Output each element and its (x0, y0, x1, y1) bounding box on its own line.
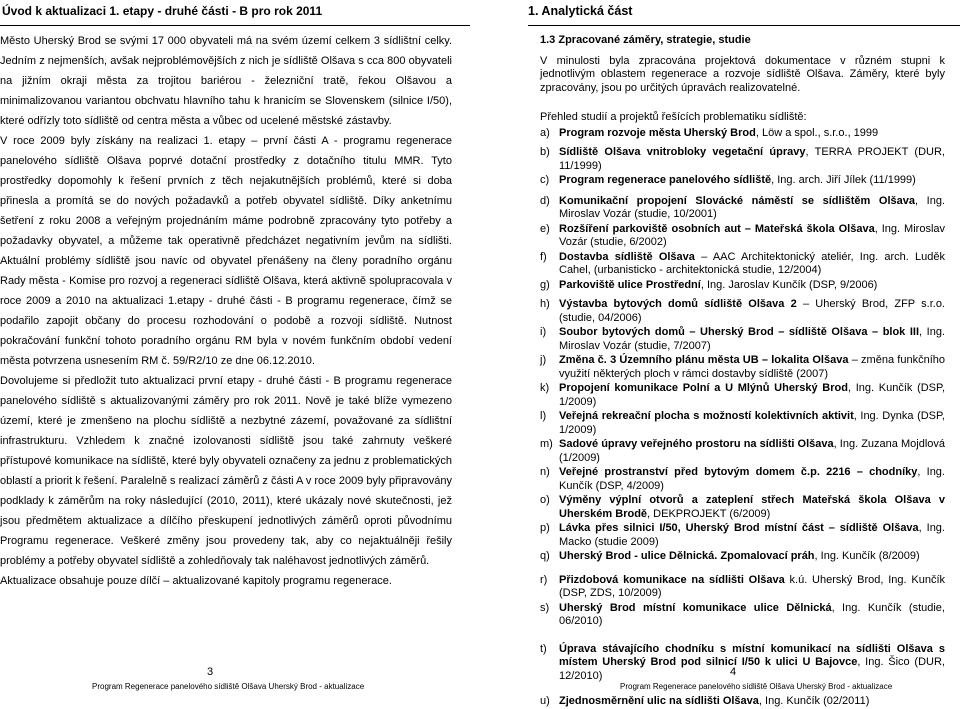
list-item-detail: – Uherský Brod, ZFP s.r.o. (studie, 04/2006) (559, 298, 945, 324)
list-item (540, 195, 945, 222)
list-item-title: Rozšíření parkoviště osobních aut – Mateřská škola Olšava (559, 222, 875, 235)
list-item-detail: , Ing. Kunčík (studie, 06/2010) (559, 601, 945, 627)
list-item-text (559, 326, 945, 353)
list-item-text (559, 382, 945, 409)
list-item-detail: , Ing. Kunčík (DSP, 4/2009) (559, 466, 945, 492)
list-item-text (559, 643, 945, 684)
list-item (540, 574, 945, 601)
list-item-title: Sadové úpravy veřejného prostoru na sídlišti Olšava (559, 438, 834, 450)
list-item-letter: q) (540, 550, 550, 562)
list-item-text (559, 146, 945, 173)
list-item-detail: , Ing. Dynka (DSP, 1/2009) (559, 410, 945, 436)
list-item (540, 174, 945, 188)
list-item-text (559, 354, 945, 381)
studies-list (540, 127, 945, 709)
list-item-title: Komunikační propojení Slovácké náměstí se sídlištěm Olšava (559, 194, 915, 207)
right-page (480, 0, 960, 707)
list-item-detail: , Ing. Miroslav Vozár (studie, 6/2002) (559, 222, 946, 248)
list-item-letter: m) (540, 438, 553, 450)
list-item-title: Uherský Brod místní komunikace ulice Dělnická (559, 601, 832, 614)
list-item-letter: l) (540, 410, 547, 422)
list-item-text (559, 602, 945, 629)
list-item-detail: , Ing. Kunčík (8/2009) (814, 550, 920, 562)
footer-left: Program Regenerace panelového sídliště Olšava Uherský Brod - aktualizace (92, 682, 365, 691)
list-item (540, 602, 945, 629)
list-item-letter: u) (540, 695, 550, 707)
list-item-letter: r) (540, 573, 548, 586)
paragraph-3: Dovolujeme si předložit tuto aktualizaci první etapy - druhé části - B programu regenerace panelového sídliště s aktualizovanými záměry pro rok 2011. Nově je také blíže vymezeno území, které je zmenšeno na plochu sídliště a nezbytné zázemí, považované za sídlištní infrastrukturu. Vzhledem k značné izolovanosti sídliště jsou také zahrnuty veškeré přístupové komunikace na sídliště, které byly obyvateli označeny za jednu z problematických oblastí a priorit k řešení. Paralelně s realizací záměrů z části A v roce 2009 byly připravovány podklady k záměrům na roky následující (2010, 2011), které ukázaly nové skutečnosti, jež jsou předmětem aktualizace a dílčího přeskupení jednotlivých záměrů oproti původnímu Programu regenerace. Veškeré změny jsou provedeny tak, aby co nejaktuálněji řešily problémy a potřeby obyvatel sídliště a zohledňovaly tak naléhavost jednotlivých záměrů. (0, 375, 452, 567)
list-item-letter: d) (540, 194, 550, 207)
list-item-title: Změna č. 3 Územního plánu města UB – lokalita Olšava (559, 354, 849, 366)
page-number-right: 4 (730, 666, 737, 678)
list-item (540, 223, 945, 250)
list-item-title: Parkoviště ulice Prostřední (559, 278, 701, 291)
list-item (540, 466, 945, 493)
list-item (540, 410, 945, 437)
list-item-letter: p) (540, 522, 550, 534)
list-item-detail: , Ing. Kunčík (02/2011) (758, 695, 870, 707)
right-page-body (540, 34, 945, 709)
page-number-left: 3 (207, 666, 214, 678)
list-item-title: Uherský Brod - ulice Dělnická. Zpomalovací práh (559, 550, 815, 562)
list-item-detail: , Ing. Kunčík (DSP, 1/2009) (559, 382, 945, 408)
list-item (540, 251, 945, 278)
list-item-title: Program regenerace panelového sídliště (559, 174, 772, 186)
list-item-title: Úprava stávajícího chodníku s místní komunikací na sídlišti Olšava s místem Uherský Brod pod silnicí I/50 k ulici U Bajovce (559, 642, 945, 668)
list-item-detail: , Ing. Macko (studie 2009) (559, 522, 945, 548)
list-item-title: Výstavba bytových domů sídliště Olšava 2 (559, 298, 797, 310)
list-item-detail: , Ing. Miroslav Vozár (studie, 10/2001) (559, 194, 945, 220)
list-item-title: Veřejné prostranství před bytovým domem č.p. 2216 – chodníky (559, 466, 918, 478)
list-item-letter: k) (540, 382, 550, 394)
list-intro: Přehled studií a projektů řešících problematiku sídliště: (540, 111, 807, 123)
list-item-detail: k.ú. Uherský Brod, Ing. Kunčík (DSP, ZDS, 10/2009) (559, 573, 946, 599)
list-item-letter: c) (540, 174, 550, 186)
paragraph-1: Město Uherský Brod se svými 17 000 obyvateli má na svém území celkem 3 sídlištní celky. Jedním z nejmenších, avšak nejproblémovějších z nich je sídliště Olšava s cca 800 obyvateli na jižním okraji města za trojitou bariérou - železniční tratě, řekou Olšavou a minimalizovanou variantou obchvatu hlavního tahu k hranicím se Slovenskem (silnice I/50), které odřízly toto sídliště od centra města a vůbec od ucelené městské zástavby. (0, 35, 452, 127)
list-item (540, 550, 945, 564)
list-item-letter: j) (540, 354, 547, 366)
list-item-text (559, 438, 945, 465)
list-item-detail: , TERRA PROJEKT (DUR, 11/1999) (559, 146, 945, 172)
list-item-text (559, 127, 945, 141)
list-item-detail: , Ing. Šico (DUR, 12/2010) (559, 656, 945, 682)
list-item-letter: h) (540, 298, 550, 310)
section-title: 1.3 Zpracované záměry, strategie, studie (540, 34, 751, 46)
list-item-text (559, 574, 945, 601)
list-item (540, 522, 945, 549)
list-item (540, 382, 945, 409)
footer-right: Program Regenerace panelového sídliště Olšava Uherský Brod - aktualizace (620, 682, 893, 691)
list-item-letter: i) (540, 326, 547, 338)
list-item-detail: , Ing. arch. Jiří Jílek (11/1999) (771, 174, 916, 186)
left-page-header: Úvod k aktualizaci 1. etapy - druhé části - B pro rok 2011 (0, 3, 470, 26)
list-item-detail: , Ing. Jaroslav Kunčík (DSP, 9/2006) (700, 278, 878, 291)
list-item-text (559, 522, 945, 549)
list-item-title: Lávka přes silnici I/50, Uherský Brod místní část – sídliště Olšava (559, 522, 919, 534)
list-item-text (559, 550, 945, 564)
list-item-text (559, 223, 945, 250)
list-item-text (559, 174, 945, 188)
list-item-title: Přizdobová komunikace na sídlišti Olšava (559, 573, 785, 586)
list-item-letter: o) (540, 494, 550, 506)
list-item-letter: f) (540, 250, 547, 263)
list-item-title: Propojení komunikace Polní a U Mlýnů Uherský Brod (559, 382, 848, 394)
list-item (540, 494, 945, 521)
list-item-letter: g) (540, 278, 550, 291)
paragraph-2: V roce 2009 byly získány na realizaci 1. etapy – první části A - programu regenerace panelového sídliště Olšava poprvé dotační prostředky z dotačního titulu MMR. Tyto prostředky dopomohly k řešení prvních z těch nejakutnějších problémů, které si doba přinesla a promítá se do nových požadavků a potřeb obyvatel sídliště. Díky anketnímu šetření z roku 2008 a veřejným projednáním máme podrobně zpracovány tyto potřeby a požadavky obyvatel, a můžeme tak operativně předcházet negativním jevům na sídlišti. Aktuální problémy sídliště jsou navíc od obyvatel přenášeny na členy poradního orgánu Rady města - Komise pro rozvoj a regeneraci sídliště Olšava, která aktivně spolupracovala v roce 2009 a 2010 na aktualizaci 1.etapy - druhé části - B programu regenerace, čímž se podařilo zapojit občany do procesu rozhodování o podobě a rozvoji sídliště. Nutnost pokračování funkční tohoto poradního orgánu RM byla v novém funkčním období vedení města potvrzena usnesením RM č. 59/R2/10 ze dne 06.12.2010. (0, 135, 452, 367)
section-intro: V minulosti byla zpracována projektová dokumentace v různém stupni k jednotlivým oblastem regenerace a rozvoje sídliště Olšava. Záměry, které byly zpracovány, jsou po určitých úpravách realizovatelné. (540, 54, 945, 94)
list-item-text (559, 298, 945, 325)
list-item-title: Zjednosměrnění ulic na sídlišti Olšava (559, 695, 759, 707)
left-page-body (0, 31, 452, 591)
list-item-letter: b) (540, 146, 550, 158)
list-item-title: Dostavba sídliště Olšava (559, 250, 695, 263)
list-item-letter: t) (540, 642, 547, 655)
list-item-text (559, 410, 945, 437)
list-item (540, 279, 945, 293)
list-item (540, 298, 945, 325)
list-item-text (559, 279, 945, 293)
list-item-title: Soubor bytových domů – Uherský Brod – sídliště Olšava – blok III (559, 326, 920, 338)
list-item-title: Výměny výplní otvorů a zateplení střech Mateřská škola Olšava v Uherském Brodě (559, 494, 945, 520)
list-item (540, 354, 945, 381)
list-item-title: Sídliště Olšava vnitrobloky vegetační úpravy (559, 146, 806, 158)
list-item-detail: – AAC Architektonický ateliér, Ing. arch. Luděk Cahel, (urbanisticko - architektonická studie, 12/2004) (559, 250, 945, 276)
left-page (0, 0, 480, 694)
list-item-detail: – změna funkčního využití některých ploch v rámci dostavby sídliště (2007) (559, 354, 945, 380)
list-item (540, 127, 945, 141)
list-item-letter: a) (540, 126, 550, 139)
list-item-detail: , Ing. Miroslav Vozár (studie, 7/2007) (559, 326, 945, 352)
list-item (540, 438, 945, 465)
list-item-text (559, 195, 945, 222)
list-item-letter: e) (540, 222, 550, 235)
paragraph-4: Aktualizace obsahuje pouze dílčí – aktualizované kapitoly programu regenerace. (0, 575, 392, 587)
list-item (540, 326, 945, 353)
right-page-header: 1. Analytická část (528, 3, 960, 26)
list-item-detail: , Ing. Zuzana Mojdlová (1/2009) (559, 438, 945, 464)
list-item-title: Veřejná rekreační plocha s možností kolektivních aktivit (559, 410, 854, 422)
list-item (540, 695, 945, 709)
list-item-detail: , Löw a spol., s.r.o., 1999 (755, 126, 879, 139)
list-item (540, 146, 945, 173)
list-item-detail: , DEKPROJEKT (6/2009) (647, 507, 771, 520)
list-item-letter: s) (540, 601, 550, 614)
list-item-letter: n) (540, 466, 550, 478)
list-item-text (559, 494, 945, 521)
list-item (540, 643, 945, 684)
list-item-title: Program rozvoje města Uherský Brod (559, 126, 756, 139)
list-item-text (559, 695, 945, 709)
list-item-text (559, 251, 945, 278)
list-item-text (559, 466, 945, 493)
